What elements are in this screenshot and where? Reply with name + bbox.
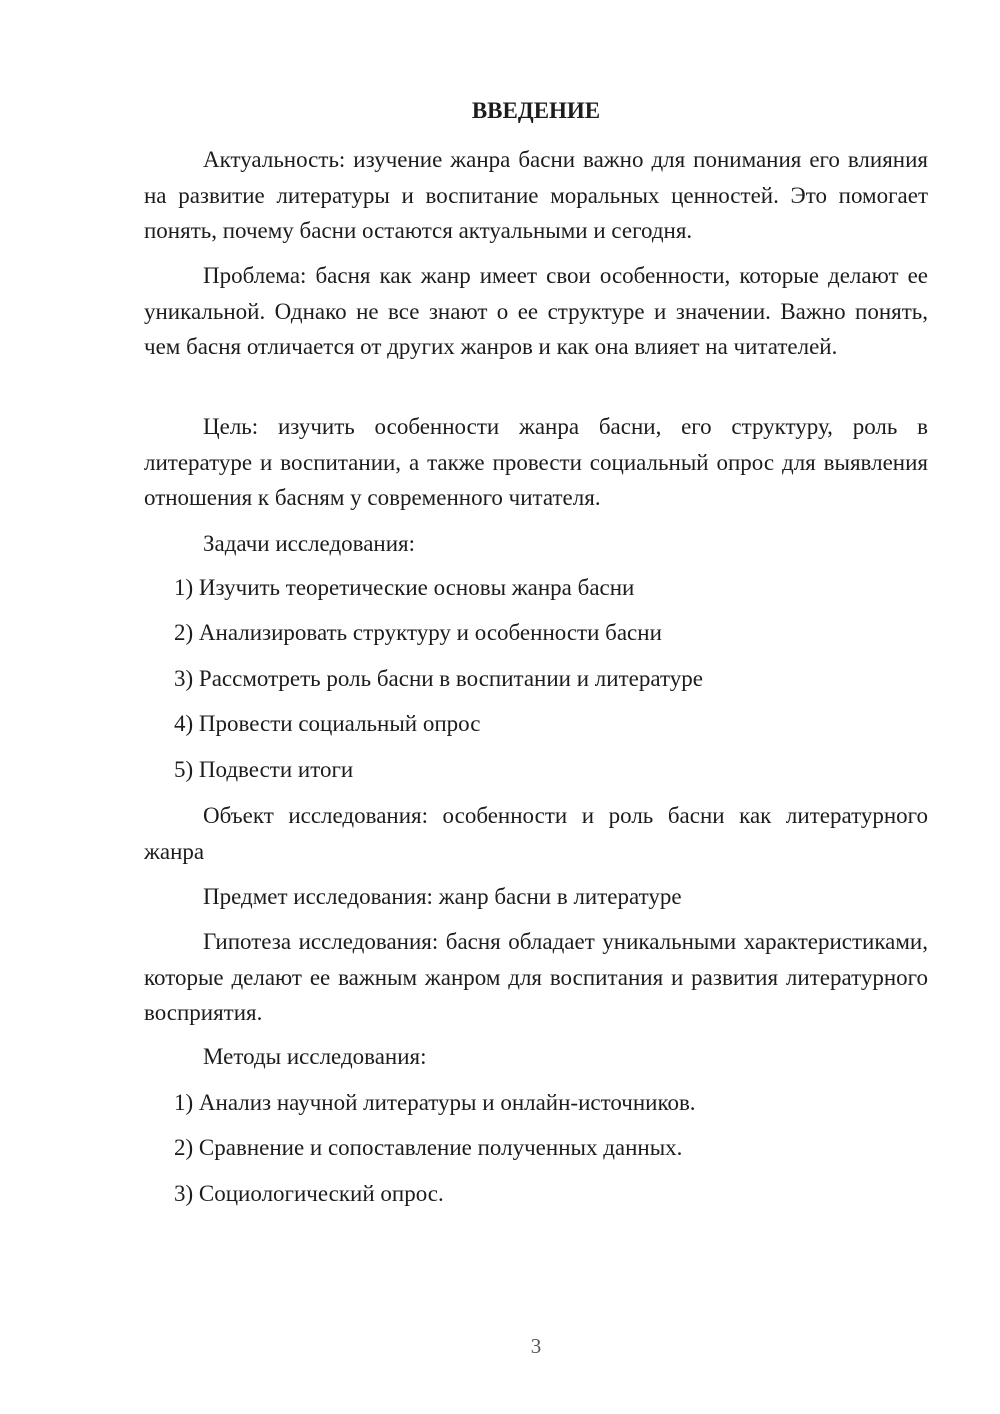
method-item: 2) Сравнение и сопоставление полученных данных. (174, 1135, 683, 1160)
tasks-heading: Задачи исследования: (203, 531, 416, 556)
hypothesis-paragraph: Гипотеза исследования: басня обладает уникальными характеристиками, которые делают ее важным жанром для воспитания и развития литературного восприятия. (144, 929, 928, 1025)
task-item: 3) Рассмотреть роль басни в воспитании и литературе (174, 666, 703, 691)
page-title: ВВЕДЕНИЕ (471, 98, 601, 123)
page-number: 3 (530, 1334, 542, 1358)
method-item: 1) Анализ научной литературы и онлайн-источников. (174, 1090, 696, 1115)
task-item: 5) Подвести итоги (174, 757, 354, 782)
goal-paragraph: Цель: изучить особенности жанра басни, его структуру, роль в литературе и воспитании, а также провести социальный опрос для выявления отношения к басням у современного читателя. (144, 414, 928, 510)
task-item: 2) Анализировать структуру и особенности басни (174, 620, 662, 645)
subject-paragraph: Предмет исследования: жанр басни в литературе (203, 884, 682, 909)
task-item: 1) Изучить теоретические основы жанра басни (174, 575, 635, 600)
actuality-paragraph: Актуальность: изучение жанра басни важно для понимания его влияния на развитие литературы и воспитание моральных ценностей. Это помогает понять, почему басни остаются актуальными и сегодня. (144, 147, 928, 243)
object-paragraph: Объект исследования: особенности и роль басни как литературного жанра (144, 803, 928, 864)
methods-heading: Методы исследования: (203, 1044, 427, 1069)
task-item: 4) Провести социальный опрос (174, 711, 481, 736)
method-item: 3) Социологический опрос. (174, 1181, 444, 1206)
problem-paragraph: Проблема: басня как жанр имеет свои особенности, которые делают ее уникальной. Однако не все знают о ее структуре и значении. Важно понять, чем басня отличается от других жанров и как она влияет на читателей. (144, 263, 928, 359)
